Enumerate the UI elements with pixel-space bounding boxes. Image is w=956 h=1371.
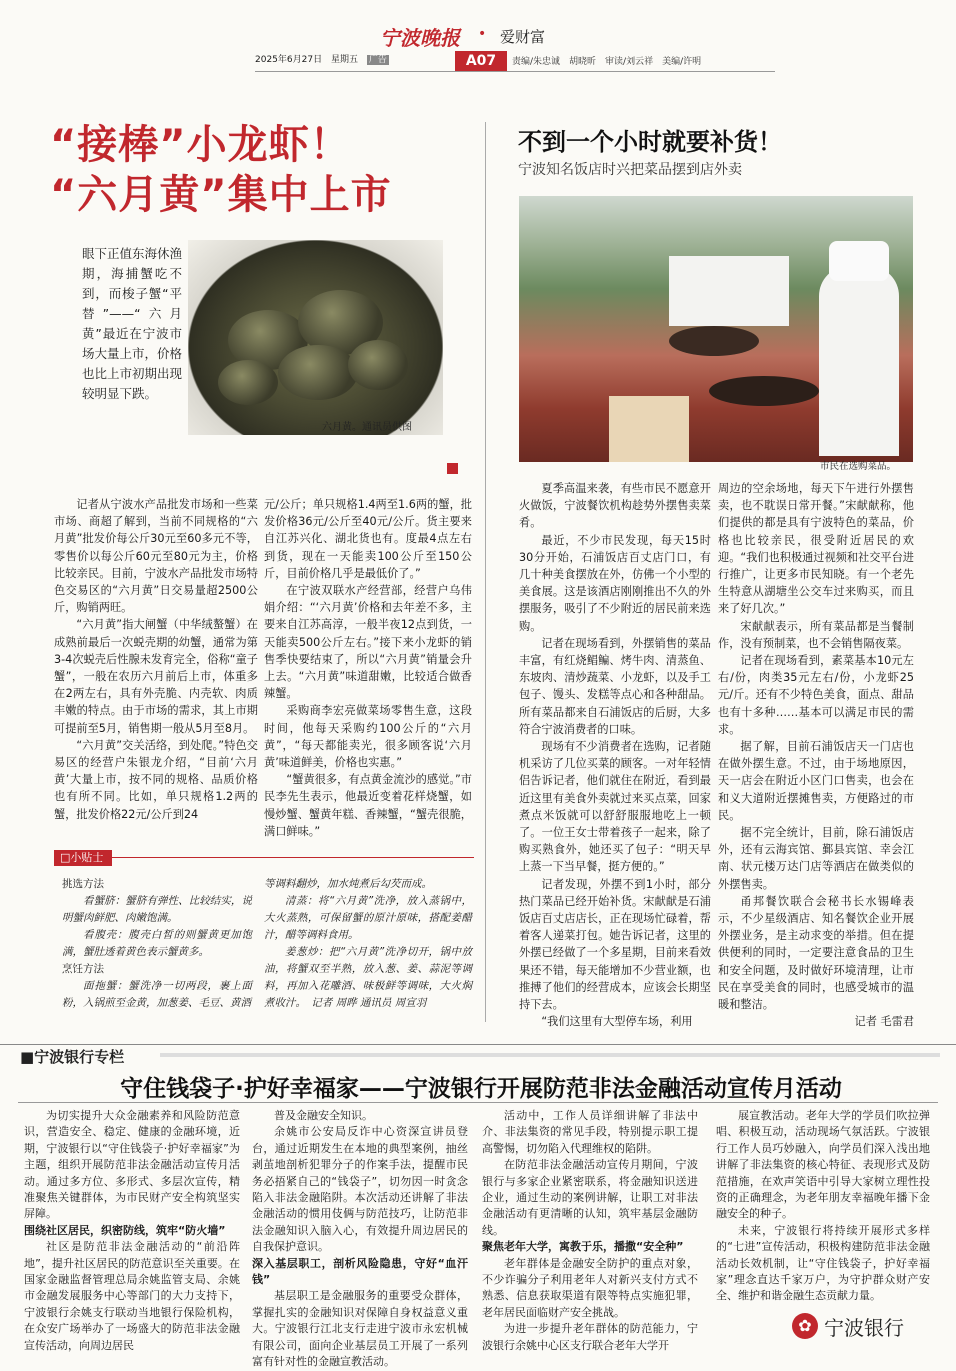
paragraph: 元/公斤；单只规格1.4两至1.6两的蟹，批发价格36元/公斤至40元/公斤。货主要来自江苏兴化、湖北货也有。度最4点左右到货，现在一天能卖100公斤至150公斤，目前价格几乎是最低价了。” <box>264 498 472 580</box>
column-separator <box>485 122 486 1022</box>
article-end-marker <box>447 463 458 474</box>
food-stall-photo <box>519 196 913 462</box>
tips-item: 姜葱炒：把“六月黄”洗净切开，锅中放油，将蟹双至半熟，放入葱、姜、蒜泥等调料，再加入花雕酒、味极鲜等调味，大火焖煮收汁。 记者 周晔 通讯员 周宣羽 <box>264 946 472 1009</box>
bank-column-tag: ■宁波银行专栏 <box>20 1048 125 1066</box>
bank-subheading: 围绕社区居民，织密防线，筑牢“防火墙” <box>24 1223 226 1237</box>
section-title: 爱财富 <box>500 28 546 46</box>
left-headline <box>50 120 392 220</box>
tips-badge: □小贴士 <box>54 850 112 866</box>
bank-col2 <box>252 1108 468 1371</box>
right-subheadline: 宁波知名饭店时兴把菜品摆到店外卖 <box>518 162 742 178</box>
ad-tag: 广告 <box>368 55 387 65</box>
tips-rule <box>54 857 474 858</box>
chef-shape <box>819 266 899 456</box>
paragraph: 记者在现场看到，素菜基本10元左右/份，肉类35元左右/份，小龙虾25元/斤。还有不少特色美食，面点、甜品也有十多种……基本可以满足市民的需求。 <box>718 654 914 736</box>
paragraph: 记者发现，外摆不到1小时，部分热门菜品已经开始补货。宋献献是石浦饭店百丈店店长，正在现场忙碌着，帮着客人递菜打包。她告诉记者，这里的外摆已经做了一个多星期，目前来看效果还不错，每天能增加不少营业额，也推搏了他们的经营成本，应该会长期坚持下去。 <box>519 877 711 1012</box>
bank-logo-text: 宁波银行 <box>824 1315 904 1340</box>
food-photo-caption: 市民在选购菜品。 <box>820 461 897 472</box>
customer-shape <box>609 396 689 462</box>
paragraph: 老年群体是金融安全防护的重点对象，不少诈骗分子利用老年人对新兴支付方式不熟悉、信息获取渠道有限等特点实施犯罪，老年居民面临财产安全挑战。 <box>482 1256 698 1319</box>
tent-shape <box>669 256 789 326</box>
paragraph: 为切实提升大众金融素养和风险防范意识，营造安全、稳定、健康的金融环境，近期，宁波银行以“守住钱袋子·护好幸福家”为主题，组织开展防范非法金融活动宣传月活动。通过多方位、多形式、多层次宣传，精准聚焦关键群体，为市民财产安全构筑坚实屏障。 <box>24 1109 240 1221</box>
paragraph: 周边的空余场地，每天下午进行外摆售卖，也不耽误日常开餐。”宋献献称，他们提供的都是具有宁波特色的菜品，价格也比较亲民，很受附近居民的欢迎。“我们也积极通过视频和社交平台进行推广，让更多市民知晓。有一个老先生特意从湖塘坐公交车过来购买，而且来了好几次。” <box>718 482 914 616</box>
bank-headline-rule <box>18 1102 938 1103</box>
paragraph: “蟹黄很多，有点黄金流沙的感觉。”市民李先生表示，他最近变着花样烧蟹，如慢炒蟹、蟹黄年糕、香辣蟹，“蟹壳很脆，满口鲜味。” <box>264 773 472 838</box>
bank-subheading: 深入基层职工，剖析风险隐患，守好“血汗钱” <box>252 1256 468 1287</box>
paragraph: 记者在现场看到，外摆销售的菜品丰富，有红烧鲳鳊、烤牛肉、清蒸鱼、东坡肉、清炒蔬菜、小龙虾，以及手工包子、馒头、发糕等点心和各种甜品。所有菜品都来自石浦饭店的后厨，大多符合宁波消费者的口味。 <box>519 636 711 736</box>
crab-shape <box>278 345 358 400</box>
paragraph: 在防范非法金融活动宣传月期间，宁波银行与多家企业紧密联系，将金融知识送进企业，通过生动的案例讲解，让职工对非法金融活动有更清晰的认知，筑牢基层金融防线。 <box>482 1158 698 1237</box>
bank-col3 <box>482 1108 698 1354</box>
left-headline-line2: “六月黄”集中上市 <box>50 172 392 218</box>
paragraph: 活动中，工作人员详细讲解了非法中介、非法集资的常见手段，特别提示职工提高警惕，切勿陷入代理维权的陷阱。 <box>482 1109 698 1155</box>
tips-item: 看蟹脐：蟹脐有弹性、比较结实，说明蟹肉鲜肥、肉嫩饱满。 <box>62 895 252 924</box>
paragraph: “我们这里有大型停车场，利用 <box>541 1015 693 1029</box>
paragraph: 据了解，目前石浦饭店天一门店也在做外摆生意。不过，由于场地原因，天一店会在附近小区门口售卖，也会在和义大道附近摆摊售卖，方便路过的市民。 <box>718 740 914 822</box>
wok-shape <box>669 326 759 356</box>
paragraph: 甬邦餐饮联合会秘书长水锡峰表示，不少星级酒店、知名餐饮企业开展外摆业务，是主动求变的举措。但在提供便利的同时，一定要注意食品的卫生和安全问题，及时做好环境清理，让市民在享受美食的同时，也感受城市的温暖和整洁。 <box>718 894 914 1012</box>
tips-item: 面拖蟹：蟹洗净一切两段，裹上面粉，入锅煎至金黄，加葱姜、毛豆、黄酒 <box>62 980 252 1009</box>
crab-shape <box>218 360 278 405</box>
page-number-badge: A07 <box>455 51 507 71</box>
left-lead: 眼下正值东海休渔期，海捕蟹吃不到，而梭子蟹“平替”——“六月黄”最近在宁波市场大量上市，价格也比上市初期出现较明显下跌。 <box>82 246 183 401</box>
tips-item: 等调料翻炒，加水炖煮后勾芡而成。 <box>264 878 432 890</box>
left-body-col1 <box>54 496 258 823</box>
paragraph: “六月黄”指大闸蟹（中华绒螯蟹）在成熟前最后一次蜕壳期的幼蟹，通常为第3-4次蜕壳后性腺未发育完全，俗称“童子蟹”，一般在农历六月前后上市，体重多在2两左右，具有外壳脆、内壳软、肉质丰嫩的特点。由于市场的需求，其上市期可提前至5月，销售期一般从5月至8月。 <box>54 618 258 735</box>
issue-date: 2025年6月27日 <box>255 55 323 65</box>
paragraph: 基层职工是金融服务的重要受众群体，掌握扎实的金融知识对保障自身权益意义重大。宁波银行江北支行走进宁波市永宏机械有限公司，面向企业基层员工开展了一系列富有针对性的金融宣教活动。 <box>252 1289 468 1369</box>
bank-section-rule <box>0 1044 956 1045</box>
paragraph: 为进一步提升老年群体的防范能力，宁波银行余姚中心区支行联合老年大学开 <box>482 1322 698 1352</box>
paragraph: 夏季高温来袭，有些市民不愿意开火做饭，宁波餐饮机构趁势外摆售卖菜肴。 <box>519 482 711 530</box>
tips-col1 <box>62 876 252 1012</box>
paragraph: 现场有不少消费者在选购，记者随机采访了几位买菜的顾客。一对年轻情侣告诉记者，他们就住在附近，看到最近这里有美食外卖就过来买点菜，回家煮点米饭就可以舒舒服服地吃上一顿了。一位王女士带着孩子一起来，除了购买熟食外，她还买了包子：“明天早上蒸一下当早餐，挺方便的。” <box>519 740 711 874</box>
tips-col2 <box>264 876 472 1012</box>
byline: 记者 毛雷君 <box>854 1015 914 1029</box>
crab-photo-caption: 六月黄。通讯员供图 <box>322 422 412 433</box>
chef-hat-shape <box>829 241 889 281</box>
right-body-col2 <box>718 480 914 1031</box>
bank-col1 <box>24 1108 240 1354</box>
editor-credits: 责编/朱忠诚 胡晓昕 审读/刘云祥 美编/许明 <box>512 57 702 67</box>
bank-headline: 守住钱袋子·护好幸福家——宁波银行开展防范非法金融活动宣传月活动 <box>120 1076 842 1102</box>
wok-shape <box>709 376 819 406</box>
left-headline-line1: “接棒”小龙虾！ <box>50 122 351 168</box>
paragraph: 普及金融安全知识。 <box>274 1109 373 1122</box>
newspaper-logo: 宁波晚报 <box>380 26 460 50</box>
paragraph: 余姚市公安局反诈中心资深宣讲员登台，通过近期发生在本地的典型案例，抽丝剥茧地剖析犯罪分子的作案手法，提醒市民务必捂紧自己的“钱袋子”，切勿因一时贪念陷入非法金融陷阱。本次活动还讲解了非法金融活动的惯用伎俩与防范技巧，让防范非法金融知识入脑入心，有效提升周边居民的自我保护意识。 <box>252 1125 468 1254</box>
paragraph: 采购商李宏亮做菜场零售生意，这段时间，他每天采购约100公斤的“六月黄”，“每天都能卖光，很多顾客说‘六月黄’味道鲜美，价格也实惠。” <box>264 704 472 770</box>
tips-item: 看腹壳：腹壳白皙的则蟹黄更加饱满，蟹肚透着黄色表示蟹黄多。 <box>62 929 252 958</box>
ningbo-bank-logo-icon: ✿ <box>792 1313 818 1339</box>
bank-logo <box>792 1308 922 1344</box>
tips-heading: 烹饪方法 <box>62 963 104 975</box>
bank-tag-bar <box>160 1053 940 1057</box>
paragraph: 社区是防范非法金融活动的“前沿阵地”，提升社区居民的防范意识至关重要。在国家金融监督管理总局余姚监管支局、余姚市金融发展服务中心等部门的大力支持下，宁波银行余姚支行联动当地银行保险机构，在众安广场举办了一场盛大的防范非法金融宣传活动，向周边居民 <box>24 1240 240 1352</box>
tips-item: 清蒸：将“六月黄”洗净，放入蒸锅中，大火蒸熟，可保留蟹的原汁原味，搭配姜醋汁，醋等调料食用。 <box>264 895 472 941</box>
issue-weekday: 星期五 <box>330 55 358 65</box>
bank-subheading: 聚焦老年大学，寓教于乐，播撒“安全种” <box>482 1240 684 1254</box>
crab-shape <box>348 340 408 390</box>
crab-photo <box>188 240 443 435</box>
paragraph: 最近，不少市民发现，每天15时30分开始，石浦饭店百丈店门口，有几十种美食摆放在外，仿佛一个小型的美食展。这是该酒店刚刚推出不久的外摆服务，吸引了不少附近的居民前来选购。 <box>519 533 711 633</box>
paragraph: 在宁波双联水产经营部，经营户乌伟娟介绍：“‘六月黄’价格和去年差不多，主要来自江苏高淳，一般半夜12点到货，一天能卖500公斤左右。”接下来小龙虾的销售季快要结束了，所以“六月黄”销量会升上去。“六月黄”味道甜嫩，比较适合做香辣蟹。 <box>264 584 472 701</box>
paragraph: 未来，宁波银行将持续开展形式多样的“七进”宣传活动，积极构建防范非法金融活动长效机制，让“守住钱袋子，护好幸福家”理念直达千家万户，为守护群众财产安全、维护和谐金融生态贡献力量。 <box>716 1223 930 1303</box>
right-body-col1 <box>519 480 711 1031</box>
paragraph: “六月黄”交关活络，到处爬。”特色交易区的经营户朱银龙介绍，“目前‘六月黄’大量上市，按不同的规格、品质价格也有所不同。比如，单只规格1.2两的蟹，批发价格22元/公斤到24 <box>54 738 258 821</box>
paragraph: 据不完全统计，目前，除石浦饭店外，还有云海宾馆、鄞县宾馆、幸会江南、状元楼万达门店等酒店在做类似的外摆售卖。 <box>718 826 914 891</box>
paragraph: 宋献献表示，所有菜品都是当餐制作，没有预制菜，也不会销售隔夜菜。 <box>718 619 914 650</box>
header-rule <box>255 71 775 72</box>
bank-col4 <box>716 1108 930 1305</box>
masthead-dot: • <box>478 26 487 42</box>
paragraph: 记者从宁波水产品批发市场和一些菜市场、商超了解到，当前不同规格的“六月黄”批发价每公斤30元至60多元不等，零售价以每公斤60元至80元为主，价格比较亲民。目前，宁波水产品批发市场特色交易区的“六月黄”日交易量超2500公斤，购销两旺。 <box>54 498 258 615</box>
paragraph: 展宣教活动。老年大学的学员们吹拉弹唱、积极互动，活动现场气氛活跃。宁波银行工作人员巧妙融入，向学员们深入浅出地讲解了非法集资的核心特征、表现形式及防范措施，在欢声笑语中引导大家树立理性投资的正确理念，为老年朋友幸福晚年播下金融安全的种子。 <box>716 1109 930 1221</box>
left-body-col2 <box>264 496 472 840</box>
tips-heading: 挑选方法 <box>62 878 104 890</box>
right-headline: 不到一个小时就要补货！ <box>518 128 782 156</box>
